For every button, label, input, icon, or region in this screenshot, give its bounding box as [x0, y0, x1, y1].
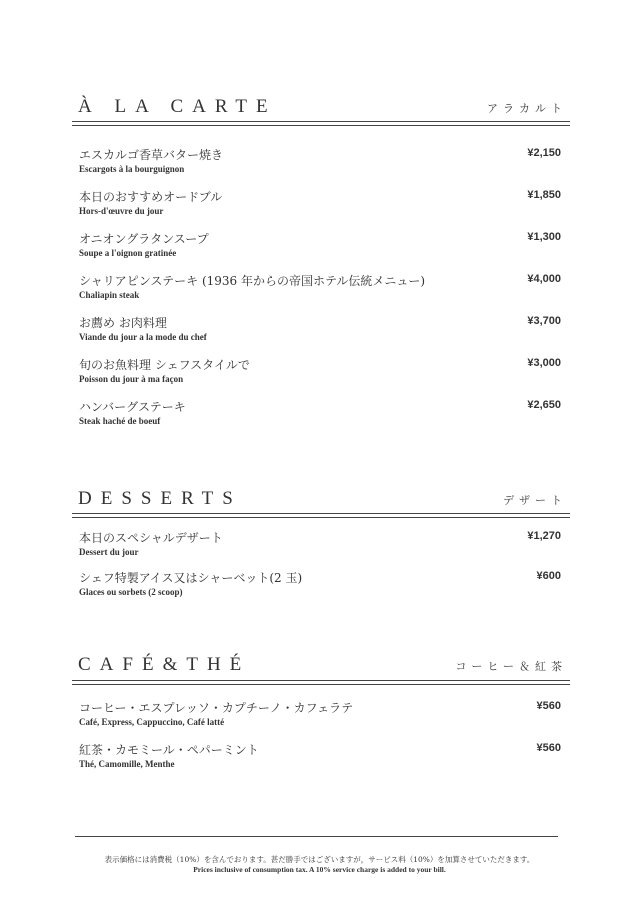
item-name-jp: 本日のスペシャルデザート [79, 531, 223, 545]
item-name-jp: 紅茶・カモミール・ペパーミント [79, 743, 259, 757]
item-name-fr: Thé, Camomille, Menthe [79, 759, 175, 769]
item-price: ¥560 [536, 700, 561, 712]
section-header [78, 96, 567, 118]
section-divider [72, 517, 570, 518]
section-divider [72, 680, 570, 681]
item-name-jp: シェフ特製アイス又はシャーベット(2 玉) [79, 571, 303, 585]
section-title: CAFÉ&THÉ [78, 654, 251, 675]
section-divider [72, 684, 570, 685]
item-price: ¥560 [536, 742, 561, 754]
section-title: DESSERTS [78, 488, 242, 509]
item-name-fr: Hors-d'œuvre du jour [79, 206, 164, 216]
item-price: ¥1,850 [527, 189, 561, 201]
menu-item [79, 146, 569, 186]
item-name-fr: Steak haché de boeuf [79, 416, 161, 426]
item-price: ¥1,270 [527, 530, 561, 542]
section-divider [72, 513, 570, 514]
section-header [78, 488, 567, 510]
item-name-fr: Poisson du jour à ma façon [79, 374, 184, 384]
item-name-jp: オニオングラタンスープ [79, 232, 209, 246]
section-title-jp: コーヒー＆紅茶 [455, 660, 567, 673]
item-name-fr: Chaliapin steak [79, 290, 140, 300]
item-name-fr: Café, Express, Cappuccino, Café latté [79, 717, 225, 727]
footer-note-en: Prices inclusive of consumption tax. A 10% service charge is added to your bill. [193, 865, 446, 874]
menu-item [79, 272, 569, 312]
item-name-jp: 本日のおすすめオードブル [79, 190, 223, 204]
menu-item [79, 398, 569, 438]
menu-item [79, 529, 569, 569]
menu-item [79, 356, 569, 396]
section-title-jp: アラカルト [487, 102, 567, 115]
item-price: ¥1,300 [527, 231, 561, 243]
item-name-jp: 旬のお魚料理 シェフスタイルで [79, 358, 250, 372]
section-header [78, 654, 567, 676]
item-price: ¥4,000 [527, 273, 561, 285]
item-name-fr: Soupe a l'oignon gratinée [79, 248, 177, 258]
item-name-fr: Glaces ou sorbets (2 scoop) [79, 587, 183, 597]
item-name-fr: Viande du jour a la mode du chef [79, 332, 207, 342]
section-divider [72, 121, 570, 122]
item-price: ¥600 [536, 570, 561, 582]
item-name-jp: お薦め お肉料理 [79, 316, 167, 330]
section-title: À LA CARTE [78, 96, 277, 117]
item-name-jp: コーヒー・エスプレッソ・カプチーノ・カフェラテ [79, 701, 354, 715]
item-price: ¥2,650 [527, 399, 561, 411]
item-price: ¥3,700 [527, 315, 561, 327]
item-name-jp: エスカルゴ香草バター焼き [79, 148, 224, 162]
footer-divider [75, 836, 558, 837]
item-price: ¥3,000 [527, 357, 561, 369]
item-name-fr: Escargots à la bourguignon [79, 164, 185, 174]
section-divider [72, 125, 570, 126]
menu-item [79, 569, 569, 609]
item-name-jp: シャリアピンステーキ (1936 年からの帝国ホテル伝統メニュー) [79, 274, 426, 288]
menu-item [79, 188, 569, 228]
item-name-fr: Dessert du jour [79, 547, 139, 557]
menu-item [79, 230, 569, 270]
section-title-jp: デザート [503, 494, 567, 507]
item-price: ¥2,150 [527, 147, 561, 159]
menu-item [79, 314, 569, 354]
menu-item [79, 741, 569, 781]
footer-note-jp: 表示価格には消費税（10%）を含んでおります。甚だ勝手ではございますが，サービス料（10%）を加算させていただきます。 [104, 855, 535, 864]
menu-item [79, 699, 569, 739]
item-name-jp: ハンバーグステーキ [79, 400, 186, 414]
